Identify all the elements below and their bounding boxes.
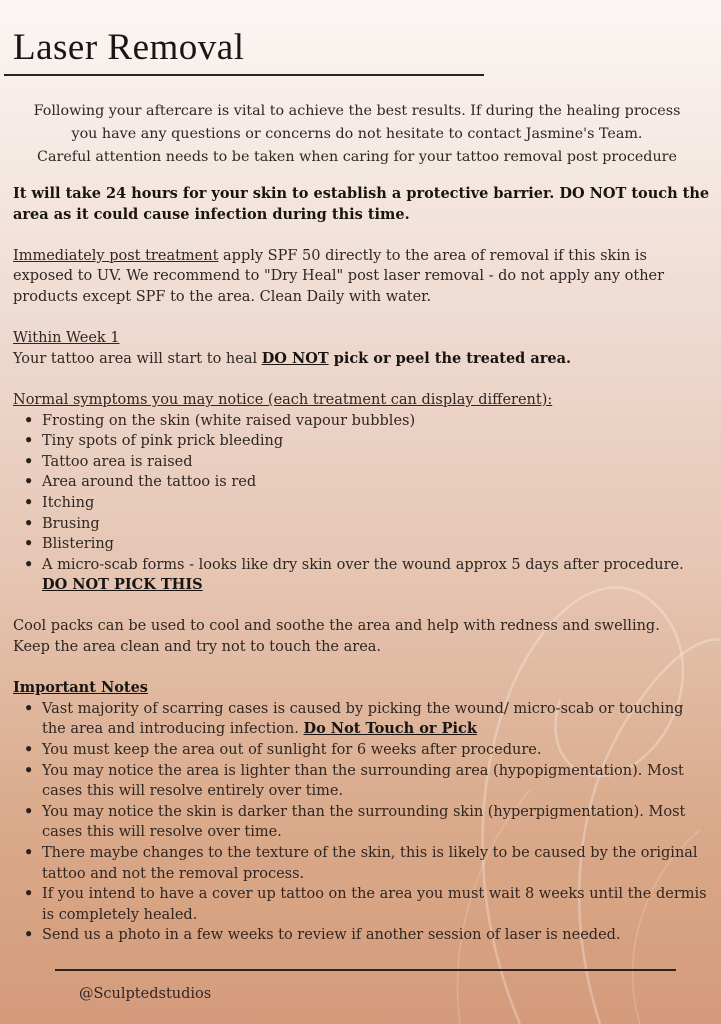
- page-title: Laser Removal: [13, 27, 245, 68]
- intro-line-3: Careful attention needs to be taken when caring for your tattoo removal post procedure: [37, 149, 677, 165]
- protective-barrier-warning: It will take 24 hours for your skin to establish a protective barrier. DO NOT touch the area as it could cause infection during this time.: [13, 185, 710, 223]
- week1-text: [13, 349, 711, 370]
- intro-line-2: you have any questions or concerns do not hesitate to contact Jasmine's Team.: [71, 126, 643, 142]
- intro-line-1: Following your aftercare is vital to achieve the best results. If during the healing process: [33, 103, 681, 119]
- important-notes-list: [13, 699, 711, 946]
- list-item: [42, 699, 711, 740]
- post-treatment-text: apply SPF 50 directly to the area of removal if this skin is exposed to UV. We recommend to "Dry Heal" post laser removal - do not apply any other products except SPF to the area. Clean Daily with water.: [13, 247, 665, 305]
- week1-do-not: DO NOT: [261, 349, 329, 367]
- list-item: • Brusing: [42, 514, 711, 535]
- intro-paragraph: [10, 100, 704, 169]
- social-handle: @Sculptedstudios: [79, 986, 212, 1002]
- title-divider: [4, 74, 484, 76]
- footer-divider: [55, 969, 676, 971]
- list-item: • Frosting on the skin (white raised vapour bubbles): [42, 411, 711, 432]
- do-not-pick-warning: DO NOT PICK THIS: [42, 576, 203, 594]
- list-item: [42, 555, 711, 596]
- week1-text-start: Your tattoo area will start to heal: [13, 350, 262, 367]
- post-treatment-heading: Immediately post treatment: [13, 247, 219, 264]
- week1-text-end: pick or peel the treated area.: [328, 349, 572, 367]
- list-item: • Area around the tattoo is red: [42, 472, 711, 493]
- list-item: • You may notice the area is lighter than the surrounding area (hypopigmentation). Most cases this will resolve entirely over time.: [42, 761, 711, 802]
- list-item: • Tattoo area is raised: [42, 452, 711, 473]
- list-item: • Itching: [42, 493, 711, 514]
- list-item: • Tiny spots of pink prick bleeding: [42, 431, 711, 452]
- scarring-note-text: Vast majority of scarring cases is caused by picking the wound/ micro-scab or touching the area and introducing infection.: [42, 700, 684, 738]
- symptoms-heading: Normal symptoms you may notice (each treatment can display different):: [13, 391, 553, 408]
- post-treatment-paragraph: [13, 246, 711, 308]
- list-item: • You must keep the area out of sunlight for 6 weeks after procedure.: [42, 740, 711, 761]
- symptoms-list: [13, 411, 711, 596]
- list-item: • Blistering: [42, 534, 711, 555]
- list-item: • There maybe changes to the texture of the skin, this is likely to be caused by the original tattoo and not the removal process.: [42, 843, 711, 884]
- list-item: • Send us a photo in a few weeks to review if another session of laser is needed.: [42, 925, 711, 946]
- important-notes-heading: Important Notes: [13, 679, 148, 697]
- do-not-touch-emphasis: Do Not Touch or Pick: [303, 720, 477, 738]
- cool-packs-line-2: Keep the area clean and try not to touch the area.: [13, 639, 382, 656]
- micro-scab-text: A micro-scab forms - looks like dry skin over the wound approx 5 days after procedure.: [42, 556, 684, 573]
- aftercare-content: [13, 184, 711, 946]
- list-item: • You may notice the skin is darker than the surrounding skin (hyperpigmentation). Most cases this will resolve over time.: [42, 802, 711, 843]
- list-item: • If you intend to have a cover up tattoo on the area you must wait 8 weeks until the dermis is completely healed.: [42, 884, 711, 925]
- week1-heading: Within Week 1: [13, 330, 120, 347]
- cool-packs-line-1: Cool packs can be used to cool and soothe the area and help with redness and swelling.: [13, 618, 660, 635]
